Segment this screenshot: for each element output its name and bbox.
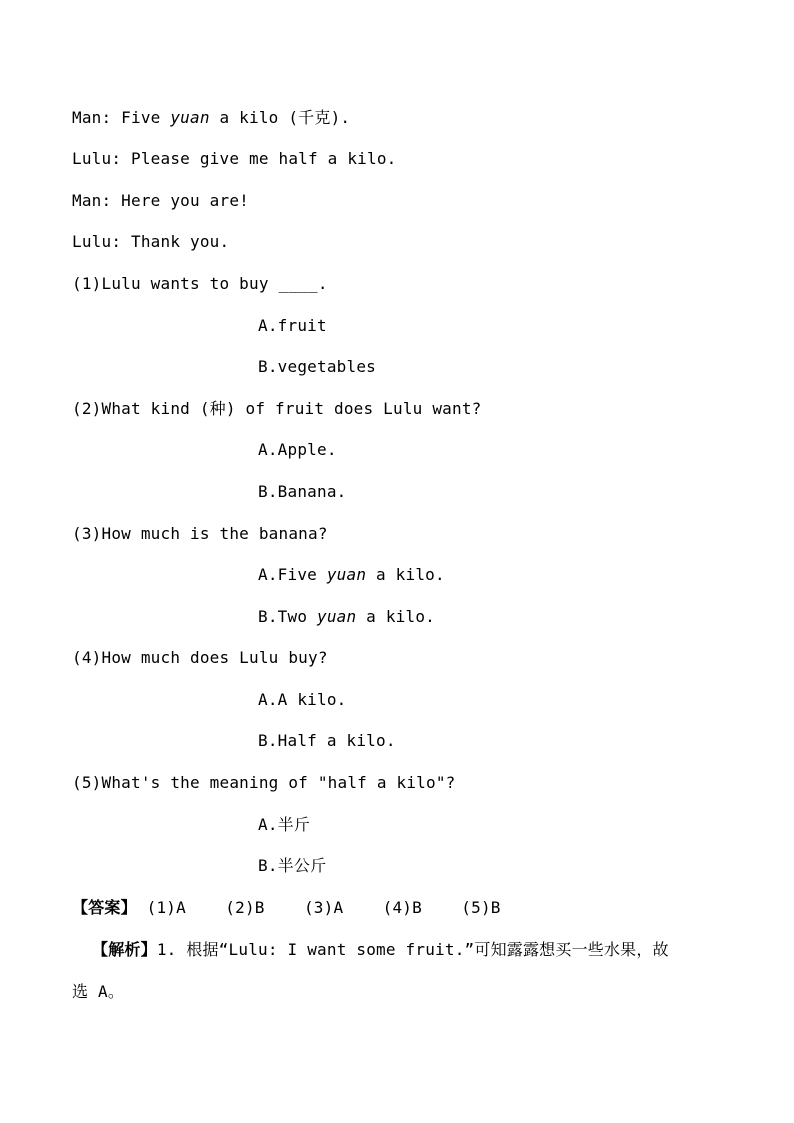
dialogue-line: [72, 232, 229, 252]
option: B.vegetables: [258, 357, 376, 376]
question-stem: (4)How much does Lulu buy?: [72, 648, 328, 667]
question-stem: (5)What's the meaning of "half a kilo"?: [72, 773, 456, 792]
question-stem: (2)What kind (种) of fruit does Lulu want?: [72, 399, 482, 418]
analysis-line: [92, 940, 669, 960]
question-stem: (3)How much is the banana?: [72, 524, 328, 543]
option: B.Banana.: [258, 482, 347, 501]
analysis-label: 【解析】: [92, 940, 157, 959]
option-text: A.Five: [258, 565, 327, 584]
option: [258, 565, 445, 585]
dialogue-line: [72, 191, 249, 211]
speaker: Man:: [72, 191, 112, 210]
dialogue-line: [72, 108, 350, 128]
speaker: Lulu:: [72, 149, 122, 168]
option: B.Half a kilo.: [258, 731, 396, 750]
option: B.半公斤: [258, 856, 327, 875]
question-stem: (1)Lulu wants to buy ____.: [72, 274, 328, 293]
option: [258, 607, 435, 627]
option-text: a kilo.: [356, 607, 436, 626]
dialogue-text: a kilo (千克).: [209, 108, 351, 127]
speaker: Man:: [72, 108, 112, 127]
italic-word: yuan: [326, 565, 367, 584]
answer-values: (1)A (2)B (3)A (4)B (5)B: [136, 898, 501, 917]
analysis-line-2: 选 A。: [72, 982, 125, 1001]
option-text: a kilo.: [366, 565, 445, 584]
dialogue-text: Thank you.: [121, 232, 230, 251]
dialogue-text: Please give me half a kilo.: [121, 149, 397, 168]
answer-label: 【答案】: [72, 898, 137, 917]
answer-line: [72, 898, 501, 918]
option: A.半斤: [258, 815, 311, 834]
dialogue-line: [72, 149, 397, 169]
analysis-text: 1. 根据“Lulu: I want some fruit.”可知露露想买一些水果，故: [156, 940, 669, 959]
option: A.Apple.: [258, 440, 337, 459]
italic-word: yuan: [170, 108, 210, 127]
dialogue-text: Here you are!: [111, 191, 250, 210]
speaker: Lulu:: [72, 232, 122, 251]
option: A.A kilo.: [258, 690, 347, 709]
italic-word: yuan: [317, 607, 357, 626]
option: A.fruit: [258, 316, 327, 335]
dialogue-text: Five: [111, 108, 171, 127]
option-text: B.Two: [258, 607, 317, 626]
